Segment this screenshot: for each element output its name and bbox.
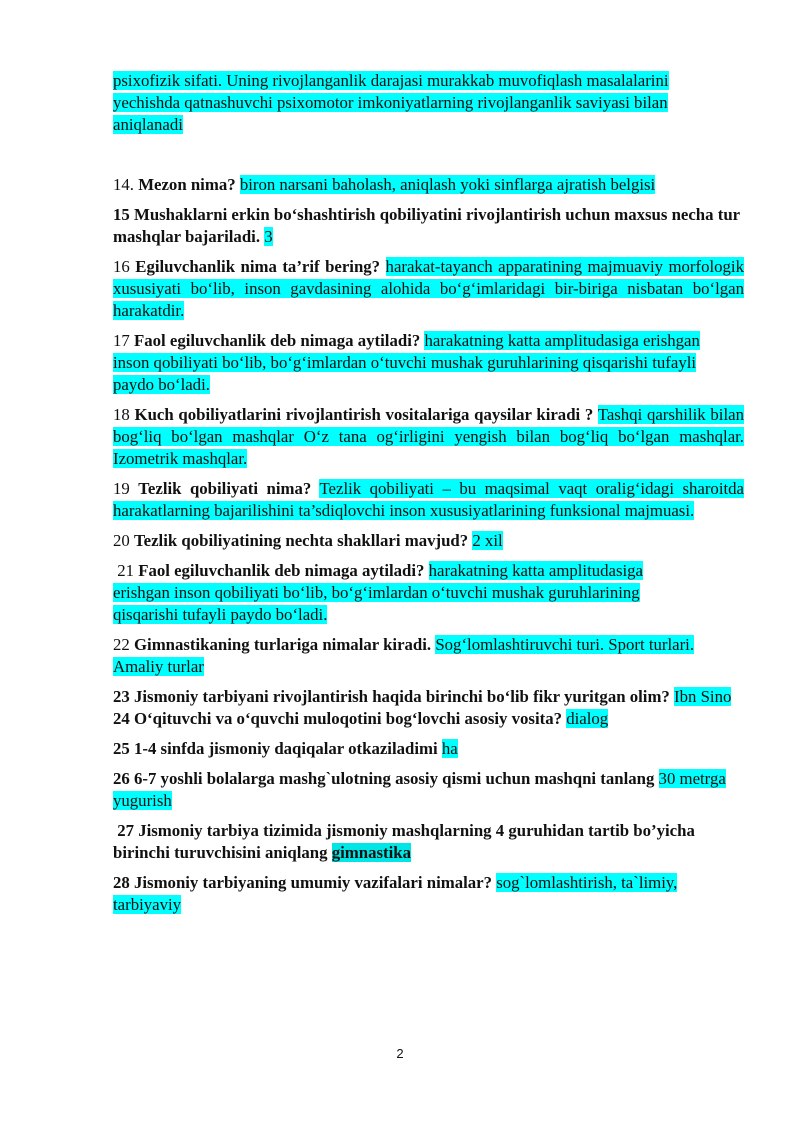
answer-text: Tashqi qarshilik bilan bog‘liq bo‘lgan mashqlar O‘z tana og‘irligini yengish bilan bog‘liq bo‘lgan mashqlar. Izometrik mashqlar. [113,405,744,468]
document-page [113,70,744,916]
question-19 [113,478,744,522]
question-14 [113,174,744,196]
answer-text: harakat-tayanch apparatining majmuaviy morfologik xususiyati bo‘lib, inson gavdasining alohida bo‘g‘imlaridagi bir-biriga nisbatan bo‘lgan harakatdir. [113,257,744,320]
question-text: Mushaklarni erkin bo‘shashtirish qobiliyatini rivojlantirish uchun maxsus necha tur mashqlar bajariladi. [113,205,740,246]
question-text: Faol egiluvchanlik deb nimaga aytiladi? [133,331,421,350]
question-23 [113,686,744,708]
question-25 [113,738,744,760]
page-number: 2 [396,1046,404,1061]
answer-text: 30 metrga yugurish [113,769,726,810]
question-text: 1-4 sinfda jismoniy daqiqalar otkaziladimi [133,739,438,758]
question-text: Jismoniy tarbiya tizimida jismoniy mashqlarning 4 guruhidan tartib bo’yicha birinchi turuvchisini aniqlang [113,821,695,862]
question-27 [113,820,744,864]
answer-text: biron narsani baholash, aniqlash yoki sinflarga ajratish belgisi [239,175,656,194]
question-text: Gimnastikaning turlariga nimalar kiradi. [133,635,432,654]
question-20 [113,530,744,552]
question-number: 21 [117,561,134,580]
intro-line-3: aniqlanadi [113,115,183,134]
answer-text: harakatning katta amplitudasiga erishgan inson qobiliyati bo‘lib, bo‘g‘imlardan o‘tuvchi mushak guruhlarining qisqarishi tufayli paydo bo‘ladi. [113,331,700,394]
intro-paragraph [113,70,744,136]
question-number: 28 [113,873,130,892]
question-text: Faol egiluvchanlik deb nimaga aytiladi? [138,561,425,580]
question-number: 26 [113,769,130,788]
question-text: 6-7 yoshli bolalarga mashg`ulotning asosiy qismi uchun mashqni tanlang [133,769,655,788]
question-number: 27 [117,821,134,840]
answer-text: gimnastika [331,843,411,862]
question-text: Jismoniy tarbiyaning umumiy vazifalari nimalar? [133,873,492,892]
question-text: Mezon nima? [138,175,236,194]
question-number: 22 [113,635,130,654]
question-24 [113,708,744,730]
question-26 [113,768,744,812]
question-text: Egiluvchanlik nima ta’rif bering? [135,257,381,276]
answer-text: harakatning katta amplitudasiga erishgan inson qobiliyati bo‘lib, bo‘g‘imlardan o‘tuvchi mushak guruhlarining qisqarishi tufayli paydo bo‘ladi. [113,561,644,624]
question-16 [113,256,744,322]
question-number: 20 [113,531,130,550]
question-text: O‘qituvchi va o‘quvchi muloqotini bog‘lovchi asosiy vosita? [133,709,562,728]
answer-text: 3 [264,227,273,246]
answer-text: Tezlik qobiliyati – bu maqsimal vaqt oralig‘idagi sharoitda harakatlarning bajarilishini ta’sdiqlovchi inson xususiyatlarining funksional majmuasi. [113,479,744,520]
question-number: 15 [113,205,130,224]
question-text: Kuch qobiliyatlarini rivojlantirish vositalariga qaysilar kiradi ? [134,405,594,424]
question-text: Tezlik qobiliyatining nechta shakllari mavjud? [133,531,469,550]
answer-text: Sog‘lomlashtiruvchi turi. Sport turlari. Amaliy turlar [113,635,695,676]
question-22 [113,634,744,678]
question-number: 17 [113,331,130,350]
question-number: 19 [113,479,130,498]
question-number: 25 [113,739,130,758]
question-17 [113,330,744,396]
question-number: 23 [113,687,130,706]
answer-text: 2 xil [472,531,503,550]
intro-line-1: psixofizik sifati. Uning rivojlanganlik darajasi murakkab muvofiqlash masalalarini [113,71,669,90]
answer-text: dialog [566,709,609,728]
answer-text: sog`lomlashtirish, ta`limiy, tarbiyaviy [113,873,678,914]
question-text: Jismoniy tarbiyani rivojlantirish haqida birinchi bo‘lib fikr yuritgan olim? [133,687,670,706]
question-number: 16 [113,257,130,276]
answer-text: ha [441,739,458,758]
intro-line-2: yechishda qatnashuvchi psixomotor imkoniyatlarning rivojlanganlik saviyasi bilan [113,93,668,112]
question-text: Tezlik qobiliyati nima? [138,479,312,498]
question-number: 14. [113,175,134,194]
question-number: 18 [113,405,130,424]
question-18 [113,404,744,470]
question-28 [113,872,744,916]
question-21 [113,560,744,626]
answer-text: Ibn Sino [674,687,732,706]
question-15 [113,204,744,248]
question-number: 24 [113,709,130,728]
